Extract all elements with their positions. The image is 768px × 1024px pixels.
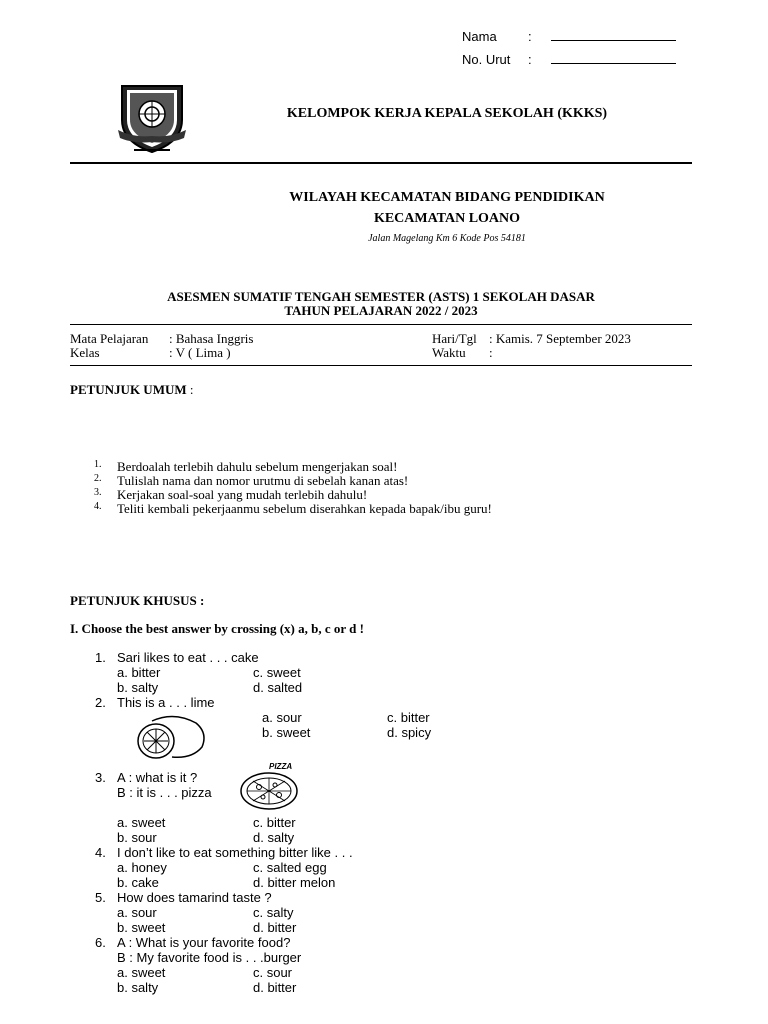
q6-option-a[interactable]: a. sweet: [117, 965, 166, 980]
q4-text: I don’t like to eat something bitter like . . .: [117, 845, 353, 860]
section-one-instruction: I. Choose the best answer by crossing (x) a, b, c or d !: [70, 621, 364, 636]
q4-option-b[interactable]: b. cake: [117, 875, 159, 890]
class-value: : V ( Lima ): [169, 345, 231, 360]
q3-option-a[interactable]: a. sweet: [117, 815, 166, 830]
name-colon: :: [528, 29, 532, 44]
q3-line-b: B : it is . . . pizza: [117, 785, 212, 800]
special-instructions-heading: PETUNJUK KHUSUS :: [70, 593, 205, 608]
number-label: No. Urut: [462, 52, 511, 67]
general-item-2: Tulislah nama dan nomor urutmu di sebelah kanan atas!: [117, 473, 409, 488]
region-heading: WILAYAH KECAMATAN BIDANG PENDIDIKAN: [289, 190, 605, 205]
subject-value: : Bahasa Inggris: [169, 331, 254, 346]
pizza-word: PIZZA: [269, 762, 293, 771]
q4-option-a[interactable]: a. honey: [117, 860, 167, 875]
q5-option-b[interactable]: b. sweet: [117, 920, 166, 935]
name-label: Nama: [462, 29, 497, 44]
q1-option-a[interactable]: a. bitter: [117, 665, 161, 680]
general-item-1-num: 1.: [94, 459, 102, 470]
q2-option-a[interactable]: a. sour: [262, 710, 302, 725]
q6-line-a: A : What is your favorite food?: [117, 935, 291, 950]
header-divider: [70, 162, 692, 164]
q2-option-c[interactable]: c. bitter: [387, 710, 430, 725]
q1-number: 1.: [95, 650, 106, 665]
q6-line-b: B : My favorite food is . . .burger: [117, 950, 302, 965]
exam-title: ASESMEN SUMATIF TENGAH SEMESTER (ASTS) 1 SEKOLAH DASAR: [167, 289, 595, 304]
q2-option-d[interactable]: d. spicy: [387, 725, 432, 740]
q2-text: This is a . . . lime: [117, 695, 215, 710]
general-instructions-heading: [70, 382, 194, 398]
q2-option-b[interactable]: b. sweet: [262, 725, 311, 740]
date-label: Hari/Tgl: [432, 331, 477, 346]
q1-option-b[interactable]: b. salty: [117, 680, 159, 695]
general-item-4-num: 4.: [94, 501, 102, 512]
info-bottom-divider: [70, 365, 692, 366]
q3-option-b[interactable]: b. sour: [117, 830, 157, 845]
q5-number: 5.: [95, 890, 106, 905]
class-label: Kelas: [70, 345, 100, 360]
district-logo: [114, 80, 190, 156]
org-heading: KELOMPOK KERJA KEPALA SEKOLAH (KKKS): [286, 106, 608, 121]
lime-image: [134, 713, 208, 763]
q3-option-d[interactable]: d. salty: [253, 830, 295, 845]
q5-text: How does tamarind taste ?: [117, 890, 272, 905]
name-blank-line[interactable]: [551, 40, 676, 41]
general-item-2-num: 2.: [94, 473, 102, 484]
q1-option-c[interactable]: c. sweet: [253, 665, 301, 680]
q1-option-d[interactable]: d. salted: [253, 680, 303, 695]
q5-option-d[interactable]: d. bitter: [253, 920, 297, 935]
number-blank-line[interactable]: [551, 63, 676, 64]
q2-number: 2.: [95, 695, 106, 710]
q6-number: 6.: [95, 935, 106, 950]
q3-number: 3.: [95, 770, 106, 785]
general-item-4: Teliti kembali pekerjaanmu sebelum diserahkan kepada bapak/ibu guru!: [117, 501, 492, 516]
info-top-divider: [70, 324, 692, 325]
q6-option-b[interactable]: b. salty: [117, 980, 159, 995]
address-text: Jalan Magelang Km 6 Kode Pos 54181: [368, 233, 526, 244]
q6-option-d[interactable]: d. bitter: [253, 980, 297, 995]
number-colon: :: [528, 52, 532, 67]
q5-option-a[interactable]: a. sour: [117, 905, 157, 920]
q4-option-d[interactable]: d. bitter melon: [253, 875, 336, 890]
pizza-image: [239, 759, 303, 813]
district-heading: KECAMATAN LOANO: [373, 211, 521, 226]
q6-option-c[interactable]: c. sour: [253, 965, 293, 980]
time-value: :: [489, 345, 493, 360]
q3-line-a: A : what is it ?: [117, 770, 198, 785]
q1-text: Sari likes to eat . . . cake: [117, 650, 259, 665]
date-value: : Kamis. 7 September 2023: [489, 331, 631, 346]
exam-year: TAHUN PELAJARAN 2022 / 2023: [284, 303, 478, 318]
general-item-3-num: 3.: [94, 487, 102, 498]
time-label: Waktu: [432, 345, 466, 360]
q4-option-c[interactable]: c. salted egg: [253, 860, 327, 875]
general-item-1: Berdoalah terlebih dahulu sebelum mengerjakan soal!: [117, 459, 398, 474]
q3-option-c[interactable]: c. bitter: [253, 815, 296, 830]
q4-number: 4.: [95, 845, 106, 860]
general-heading-text: PETUNJUK UMUM: [70, 382, 187, 397]
general-heading-colon: :: [189, 382, 194, 397]
q5-option-c[interactable]: c. salty: [253, 905, 294, 920]
general-item-3: Kerjakan soal-soal yang mudah terlebih dahulu!: [117, 487, 368, 502]
subject-label: Mata Pelajaran: [70, 331, 149, 346]
